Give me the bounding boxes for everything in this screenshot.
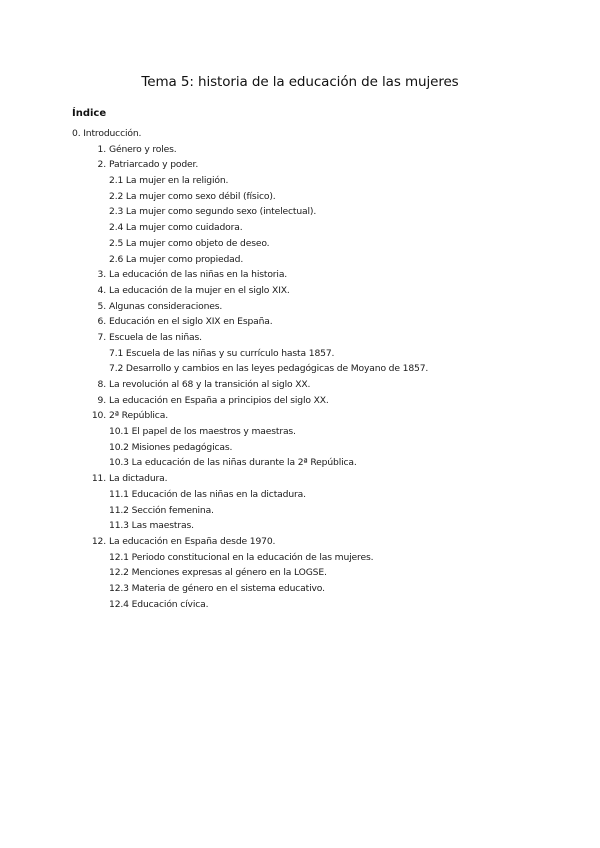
toc-entry-number: 9.	[97, 394, 106, 406]
toc-entry	[72, 487, 552, 503]
toc-entry-text: Género y roles.	[109, 143, 177, 155]
toc-entry	[72, 534, 552, 550]
toc-entry-text: La revolución al 68 y la transición al siglo XX.	[109, 379, 311, 390]
toc-entry	[72, 503, 552, 519]
toc-entry	[72, 565, 552, 581]
toc-entry	[72, 220, 552, 236]
toc-entry-text: 10.3 La educación de las niñas durante la 2ª República.	[109, 457, 357, 469]
toc-entry-text: 11.3 Las maestras.	[109, 520, 194, 532]
toc-entry-text: 12.1 Periodo constitucional en la educación de las mujeres.	[109, 551, 374, 563]
toc-entry	[72, 252, 552, 268]
toc-entry-text: 2.6 La mujer como propiedad.	[109, 253, 244, 265]
table-of-contents	[72, 126, 552, 612]
toc-entry-text: 2.1 La mujer en la religión.	[109, 175, 229, 187]
toc-entry-text: Escuela de las niñas.	[109, 331, 202, 343]
toc-entry-number: 11.	[91, 473, 106, 485]
toc-entry	[72, 157, 552, 173]
toc-entry	[72, 236, 552, 252]
toc-entry-text: 12.4 Educación cívica.	[109, 598, 209, 610]
toc-entry-text: 11.2 Sección femenina.	[109, 504, 214, 516]
toc-entry	[72, 142, 552, 158]
toc-entry	[72, 377, 552, 393]
toc-heading: Índice	[72, 108, 107, 119]
toc-entry	[72, 283, 552, 299]
toc-entry	[72, 330, 552, 346]
toc-entry-text: 2.4 La mujer como cuidadora.	[109, 222, 243, 234]
toc-entry-text: 10.2 Misiones pedagógicas.	[109, 441, 233, 453]
toc-entry-number: 1.	[97, 143, 106, 155]
toc-entry-text: 12.3 Materia de género en el sistema educativo.	[109, 582, 325, 594]
toc-entry-text: 2.3 La mujer como segundo sexo (intelectual).	[109, 206, 317, 218]
toc-entry-text: 0. Introducción.	[72, 128, 142, 139]
toc-entry-number: 7.	[97, 331, 106, 343]
toc-entry	[72, 471, 552, 487]
toc-entry	[72, 126, 552, 142]
toc-entry-number: 4.	[97, 284, 106, 296]
toc-entry	[72, 393, 552, 409]
toc-entry	[72, 267, 552, 283]
toc-entry-number: 10.	[91, 410, 106, 422]
toc-entry-number: 12.	[91, 535, 106, 547]
toc-entry-text: Educación en el siglo XIX en España.	[109, 316, 273, 328]
toc-entry	[72, 518, 552, 534]
toc-entry-text: 10.1 El papel de los maestros y maestras.	[109, 426, 296, 438]
toc-entry	[72, 361, 552, 377]
toc-entry-text: 7.2 Desarrollo y cambios en las leyes pedagógicas de Moyano de 1857.	[109, 363, 429, 375]
toc-entry-text: 2ª República.	[109, 410, 168, 422]
toc-entry	[72, 189, 552, 205]
toc-entry-text: 7.1 Escuela de las niñas y su currículo hasta 1857.	[109, 347, 335, 359]
toc-entry-text: La dictadura.	[109, 473, 168, 485]
toc-entry-number: 6.	[97, 316, 106, 328]
document-title: Tema 5: historia de la educación de las mujeres	[141, 74, 459, 90]
toc-entry	[72, 455, 552, 471]
toc-entry-text: La educación de las niñas en la historia.	[109, 269, 288, 281]
toc-entry	[72, 173, 552, 189]
toc-entry	[72, 597, 552, 613]
toc-entry-text: 2.5 La mujer como objeto de deseo.	[109, 237, 270, 249]
toc-entry	[72, 299, 552, 315]
toc-entry	[72, 581, 552, 597]
toc-entry-text: Algunas consideraciones.	[109, 300, 223, 312]
toc-entry	[72, 346, 552, 362]
toc-entry-number: 8.	[97, 379, 106, 390]
toc-entry	[72, 408, 552, 424]
toc-entry-text: La educación de la mujer en el siglo XIX.	[109, 284, 290, 296]
toc-entry	[72, 204, 552, 220]
toc-entry-text: La educación en España a principios del siglo XX.	[109, 394, 329, 406]
toc-entry-text: La educación en España desde 1970.	[109, 535, 276, 547]
toc-entry-text: 11.1 Educación de las niñas en la dictadura.	[109, 488, 306, 500]
toc-entry	[72, 314, 552, 330]
toc-entry	[72, 440, 552, 456]
toc-entry-number: 3.	[97, 269, 106, 281]
toc-entry-number: 5.	[97, 300, 106, 312]
toc-entry-text: 2.2 La mujer como sexo débil (físico).	[109, 190, 276, 202]
toc-entry	[72, 424, 552, 440]
toc-entry	[72, 550, 552, 566]
toc-entry-text: 12.2 Menciones expresas al género en la LOGSE.	[109, 567, 327, 579]
toc-entry-text: Patriarcado y poder.	[109, 159, 199, 171]
toc-entry-number: 2.	[97, 159, 106, 171]
